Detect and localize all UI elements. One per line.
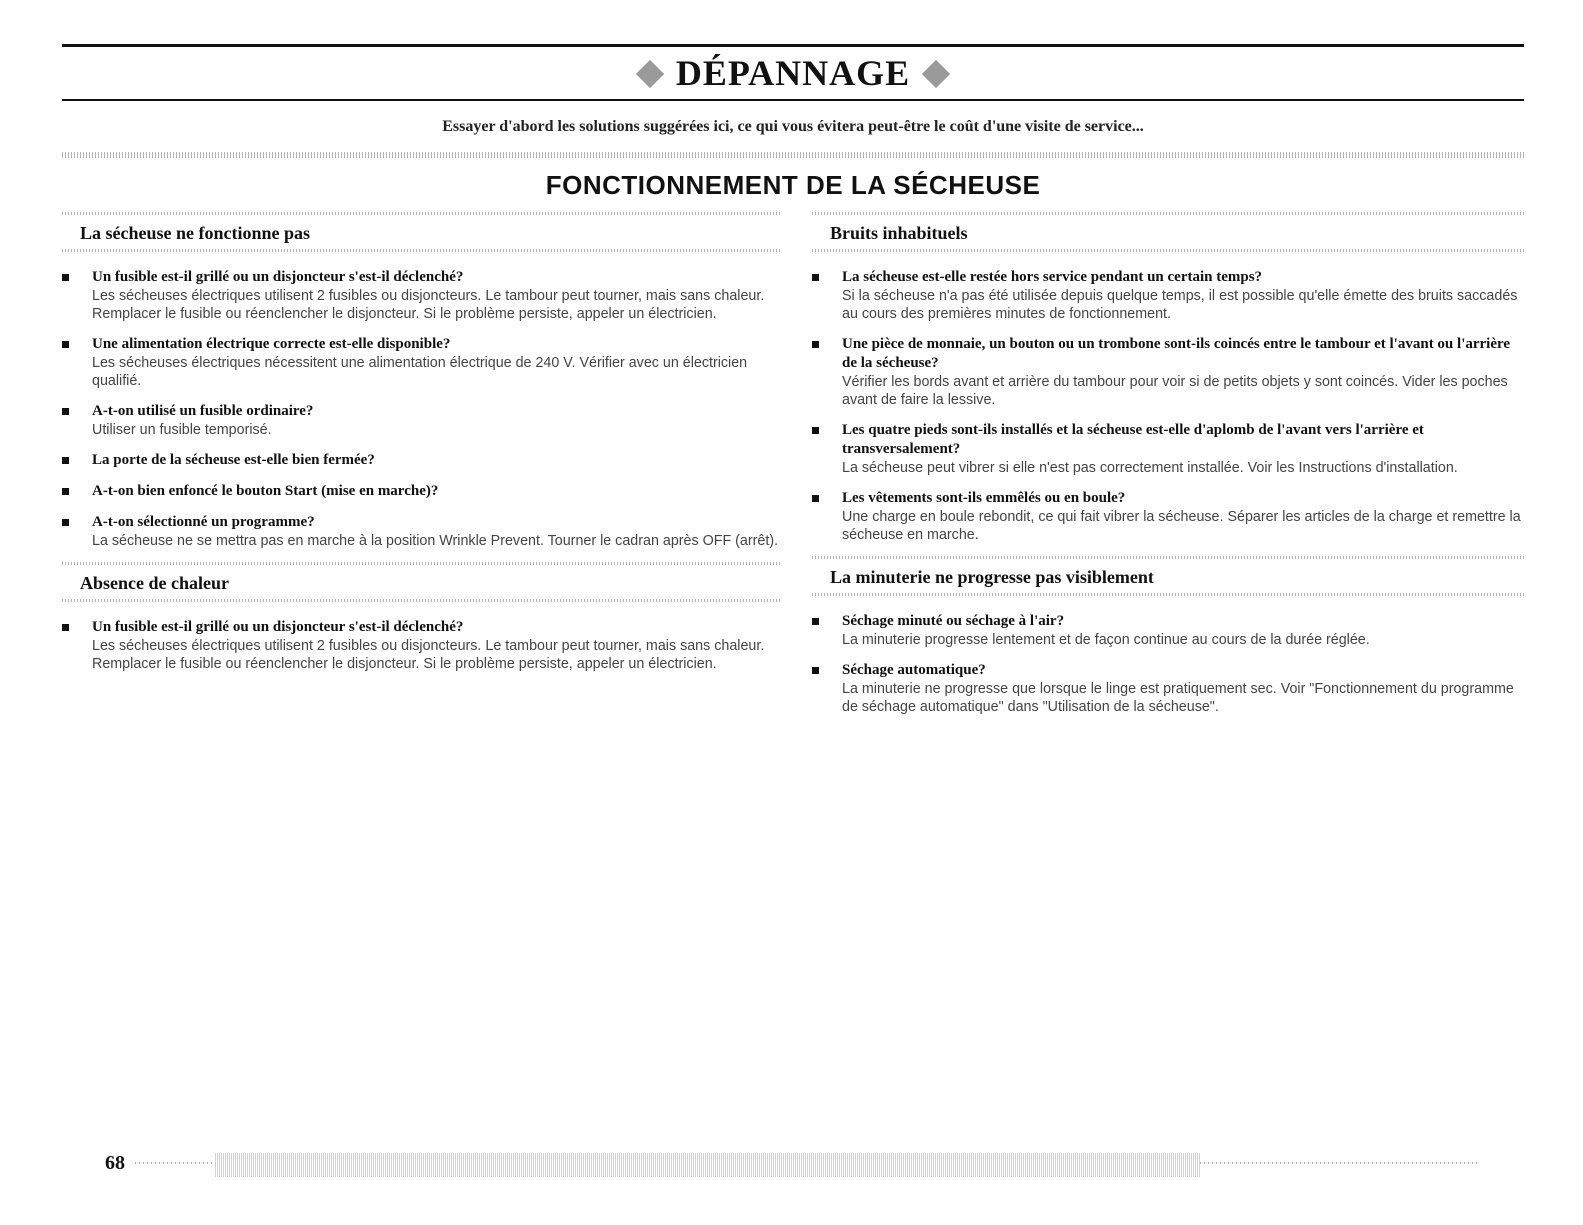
bullet-icon — [62, 624, 69, 631]
bullet-icon — [812, 427, 819, 434]
item-question: Un fusible est-il grillé ou un disjoncteur s'est-il déclenché? — [92, 269, 464, 285]
list-item — [812, 268, 1524, 323]
subsection-heading: Bruits inhabituels — [830, 223, 968, 243]
bullet-icon — [62, 408, 69, 415]
list-item — [812, 335, 1524, 409]
item-question: Les vêtements sont-ils emmêlés ou en boule? — [842, 490, 1126, 506]
item-answer: Les sécheuses électriques utilisent 2 fusibles ou disjoncteurs. Le tambour peut tourner, mais sans chaleur. Remplacer le fusible ou réenclencher le disjoncteur. Si le problème persiste, appeler un électricien. — [92, 638, 765, 672]
list-item — [62, 618, 780, 673]
bullet-icon — [812, 495, 819, 502]
list-item — [62, 482, 780, 501]
section-divider — [62, 152, 1524, 158]
subsection-divider — [812, 556, 1524, 559]
item-question: La porte de la sécheuse est-elle bien fermée? — [92, 452, 375, 468]
footer-dots — [135, 1162, 215, 1164]
section-title: FONCTIONNEMENT DE LA SÉCHEUSE — [545, 170, 1041, 200]
subsection-heading: La minuterie ne progresse pas visiblement — [830, 567, 1154, 587]
subsection-heading: Absence de chaleur — [80, 573, 229, 593]
bullet-icon — [812, 274, 819, 281]
item-question: Les quatre pieds sont-ils installés et la sécheuse est-elle d'aplomb de l'avant vers l'arrière et transversalement? — [842, 422, 1424, 457]
bullet-icon — [812, 667, 819, 674]
bullet-icon — [62, 341, 69, 348]
list-item — [62, 451, 780, 470]
page-number: 68 — [105, 1152, 125, 1174]
list-item — [812, 421, 1524, 477]
item-question: Séchage automatique? — [842, 662, 986, 678]
diamond-icon — [922, 60, 950, 88]
bullet-icon — [62, 274, 69, 281]
bullet-icon — [62, 457, 69, 464]
subsection-divider — [62, 212, 780, 215]
subsection-divider — [812, 212, 1524, 215]
subsection-divider — [812, 593, 1524, 596]
item-question: A-t-on sélectionné un programme? — [92, 514, 315, 530]
item-question: A-t-on bien enfoncé le bouton Start (mise en marche)? — [92, 483, 439, 499]
item-question: Un fusible est-il grillé ou un disjoncteur s'est-il déclenché? — [92, 619, 464, 635]
page-title — [62, 50, 1524, 96]
list-item — [812, 612, 1524, 649]
item-answer: Les sécheuses électriques nécessitent une alimentation électrique de 240 V. Vérifier avec un électricien qualifié. — [92, 355, 748, 389]
issue-list — [62, 268, 780, 550]
page-title-text: DÉPANNAGE — [675, 53, 911, 93]
title-rule — [62, 99, 1524, 101]
diamond-icon — [636, 60, 664, 88]
item-answer: La minuterie ne progresse que lorsque le linge est pratiquement sec. Voir "Fonctionnement du programme de séchage automatique" dans "Utilisation de la sécheuse". — [842, 681, 1514, 715]
item-answer: Vérifier les bords avant et arrière du tambour pour voir si de petits objets y sont coincés. Vider les poches avant de faire la lessive. — [842, 374, 1508, 408]
bullet-icon — [812, 618, 819, 625]
subsection-divider — [812, 249, 1524, 252]
list-item — [62, 268, 780, 323]
bullet-icon — [62, 488, 69, 495]
item-answer: La minuterie progresse lentement et de façon continue au cours de la durée réglée. — [842, 632, 1370, 648]
list-item — [812, 661, 1524, 716]
subsection-divider — [62, 599, 780, 602]
subsection-heading: La sécheuse ne fonctionne pas — [80, 223, 311, 243]
left-column — [62, 212, 780, 685]
subsection-divider — [62, 562, 780, 565]
list-item — [62, 335, 780, 390]
bullet-icon — [62, 519, 69, 526]
list-item — [62, 513, 780, 550]
subsection-divider — [62, 249, 780, 252]
item-question: Séchage minuté ou séchage à l'air? — [842, 613, 1065, 629]
right-column — [812, 212, 1524, 728]
item-answer: Les sécheuses électriques utilisent 2 fusibles ou disjoncteurs. Le tambour peut tourner, mais sans chaleur. Remplacer le fusible ou réenclencher le disjoncteur. Si le problème persiste, appeler un électricien. — [92, 288, 765, 322]
list-item — [62, 402, 780, 439]
item-answer: Si la sécheuse n'a pas été utilisée depuis quelque temps, il est possible qu'elle émette des bruits saccadés au cours des premières minutes de fonctionnement. — [842, 288, 1518, 322]
footer-dots — [1200, 1162, 1480, 1164]
item-question: La sécheuse est-elle restée hors service pendant un certain temps? — [842, 269, 1263, 285]
bullet-icon — [812, 341, 819, 348]
issue-list — [812, 268, 1524, 544]
item-question: A-t-on utilisé un fusible ordinaire? — [92, 403, 314, 419]
item-answer: La sécheuse ne se mettra pas en marche à la position Wrinkle Prevent. Tourner le cadran après OFF (arrêt). — [92, 533, 779, 549]
intro-text: Essayer d'abord les solutions suggérées ici, ce qui vous évitera peut-être le coût d'une visite de service... — [442, 118, 1144, 135]
item-answer: La sécheuse peut vibrer si elle n'est pas correctement installée. Voir les Instructions d'installation. — [842, 460, 1458, 476]
list-item — [812, 489, 1524, 544]
top-rule — [62, 44, 1524, 47]
item-question: Une pièce de monnaie, un bouton ou un trombone sont-ils coincés entre le tambour et l'avant ou l'arrière de la sécheuse? — [842, 336, 1511, 371]
issue-list — [62, 618, 780, 673]
item-answer: Une charge en boule rebondit, ce qui fait vibrer la sécheuse. Séparer les articles de la charge et remettre la sécheuse en marche. — [842, 509, 1521, 543]
issue-list — [812, 612, 1524, 716]
footer-band — [215, 1153, 1200, 1177]
item-question: Une alimentation électrique correcte est-elle disponible? — [92, 336, 451, 352]
item-answer: Utiliser un fusible temporisé. — [92, 422, 272, 438]
